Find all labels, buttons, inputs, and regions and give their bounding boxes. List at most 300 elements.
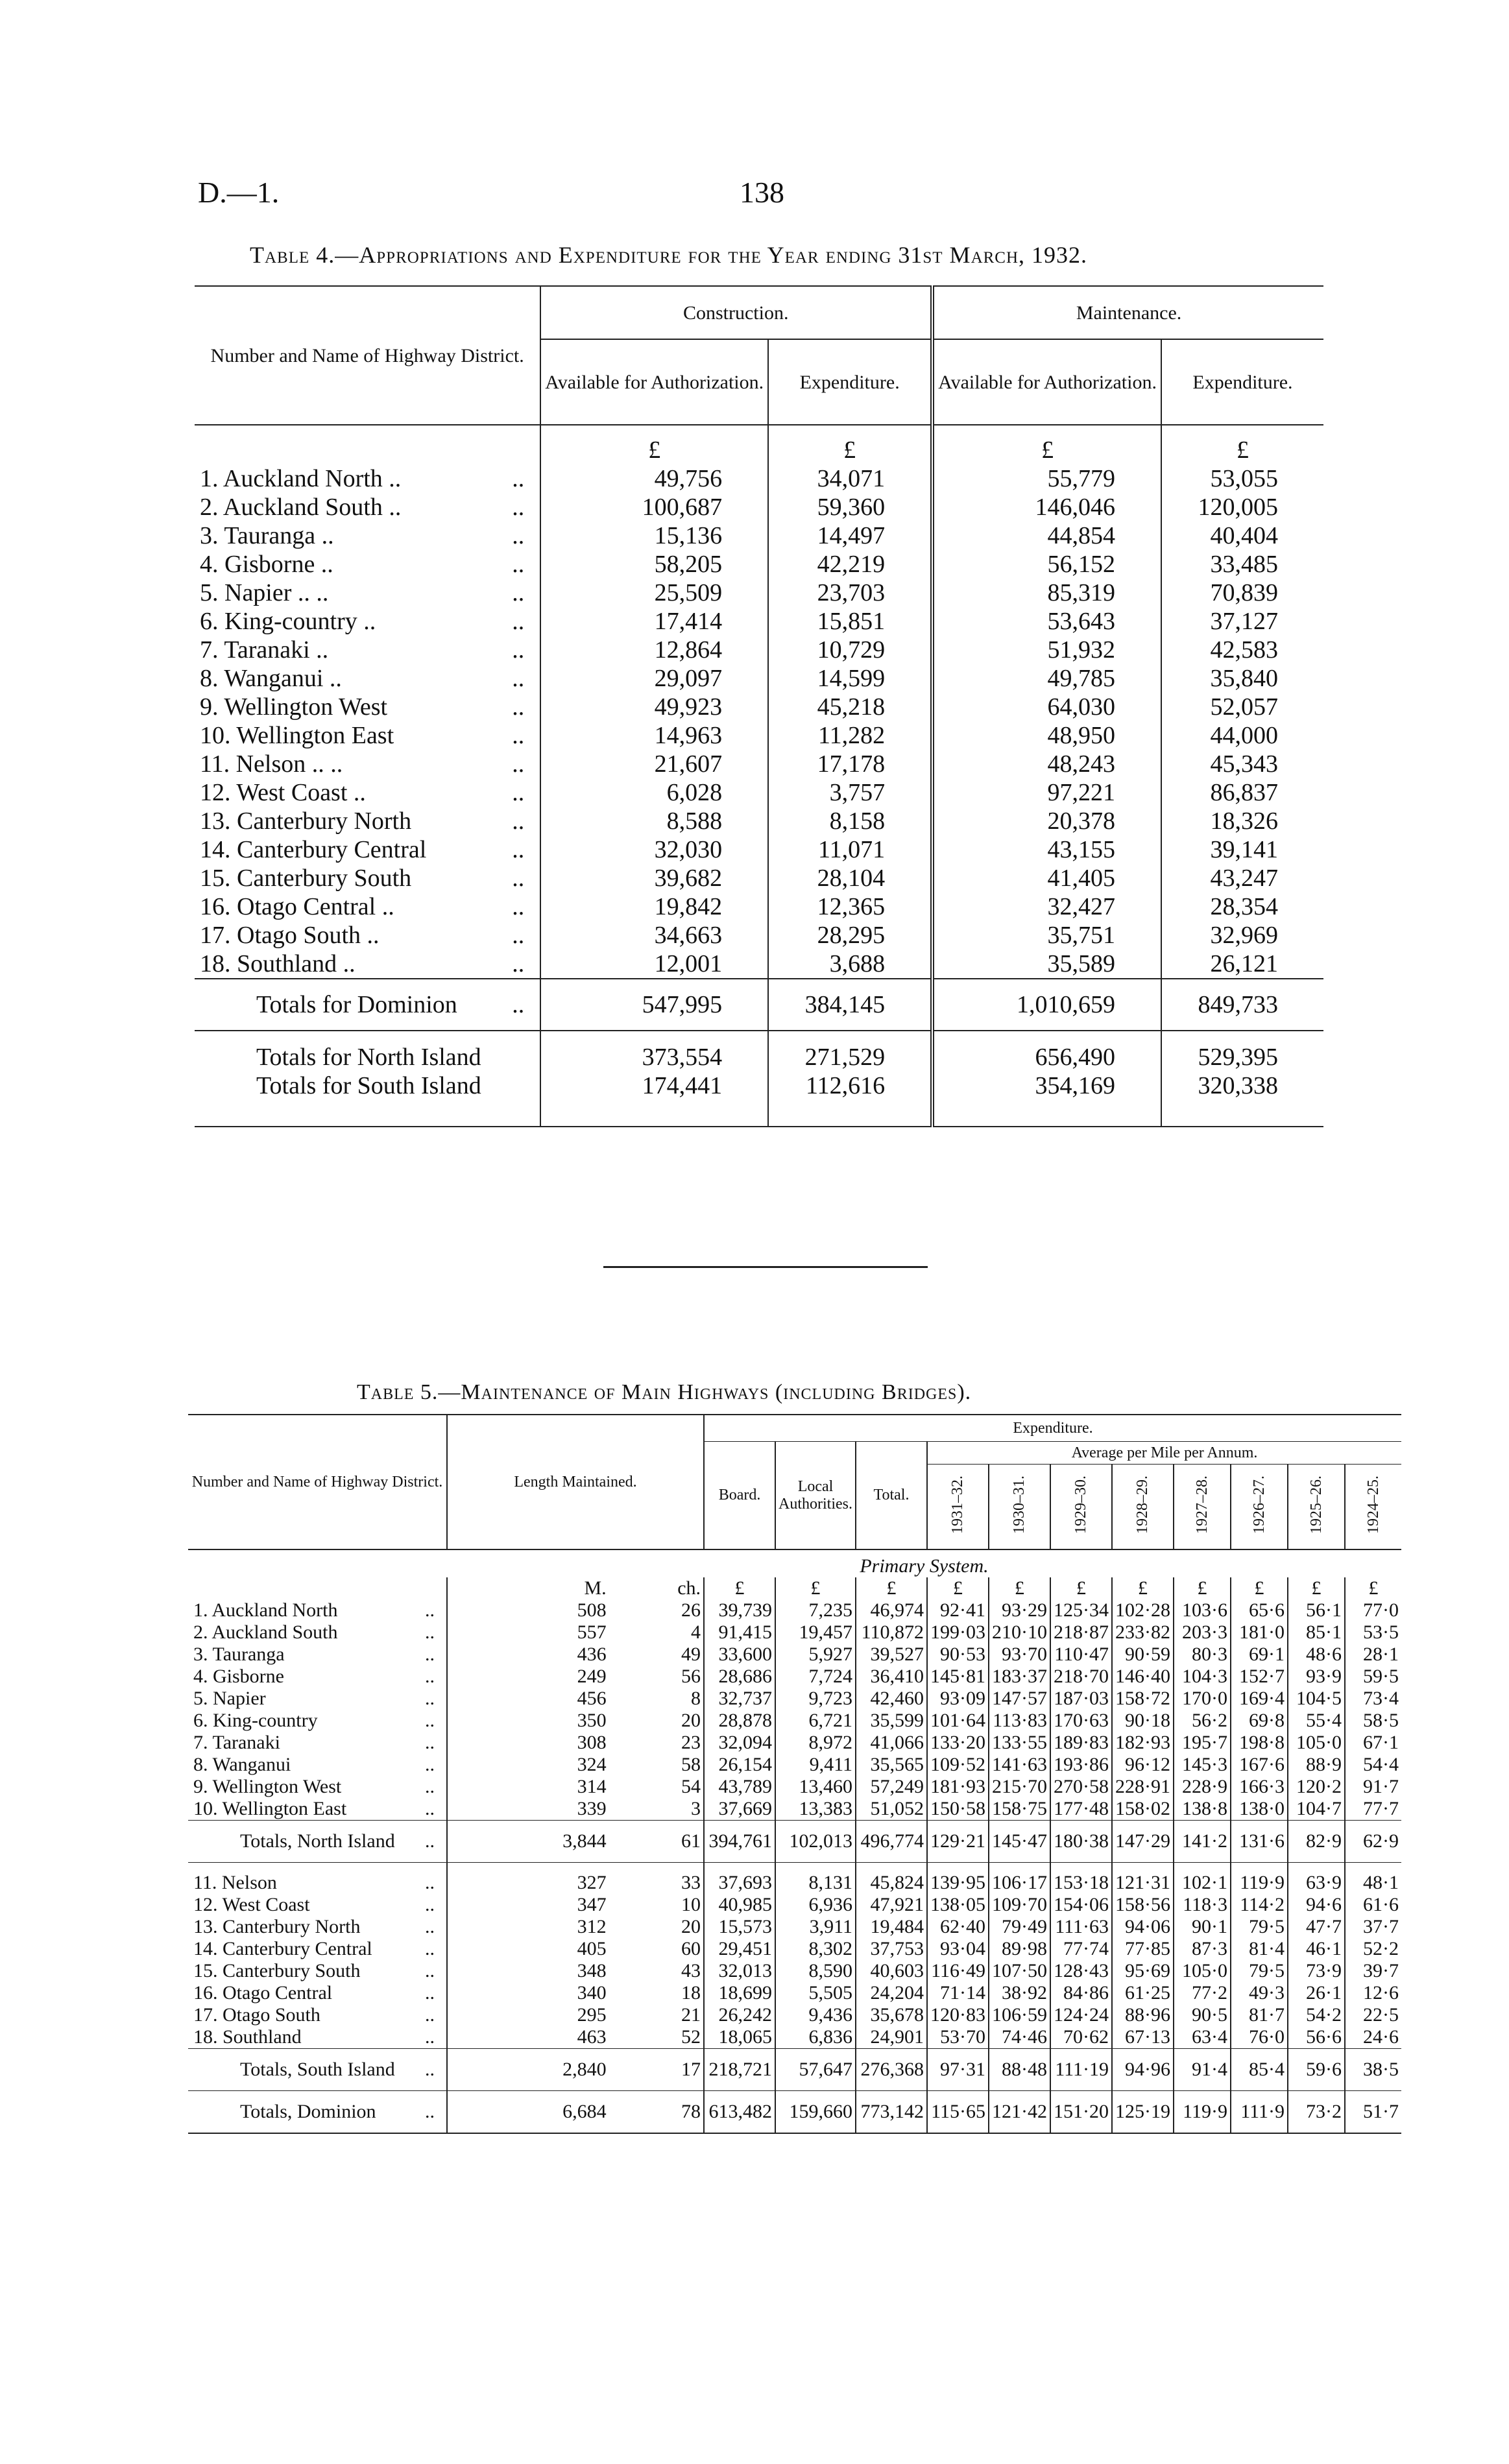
currency-symbol: £ [1174,1577,1231,1599]
district-name [195,778,540,807]
t5-board: 32,737 [718,1688,773,1709]
t5-average: 73·9 [1288,1960,1345,1982]
t5-average: 116·49 [927,1960,989,1982]
leader-dots: .. [512,991,525,1018]
maintenance-expenditure: 86,837 [1161,778,1323,807]
t5-miles: 6,684 [447,2091,609,2134]
t5-average: 90·5 [1174,2004,1231,2026]
t5-average: 101·64 [927,1710,989,1732]
t5-district-name [188,1688,447,1710]
currency-symbol: £ [1231,1577,1288,1599]
construction-available: 19,842 [540,892,768,921]
t5-district-name [188,1960,447,1982]
t5-average: 90·59 [1112,1644,1174,1666]
total-construction-expenditure: 112,616 [768,1071,932,1127]
currency-symbol: £ [932,425,1161,464]
table-row [188,1894,1401,1916]
t5-average: 61·25 [1112,1982,1174,2004]
leader-dots: .. [512,893,525,920]
section-divider [603,1266,928,1268]
t5-district-label: 11. Nelson [193,1872,277,1893]
table-row [188,1599,1401,1621]
construction-expenditure: 15,851 [768,607,932,636]
maintenance-expenditure: 26,121 [1161,950,1323,979]
t5-col-board: Board. [704,1442,775,1550]
t5-average: 180·38 [1050,1821,1112,1863]
t5-average: 54·2 [1288,2004,1345,2026]
t5-miles: 295 [447,2004,609,2026]
district-label: 18. Southland .. [200,950,356,977]
currency-symbol: £ [989,1577,1050,1599]
t5-average: 138·05 [927,1894,989,1916]
t5-average: 102·1 [1174,1863,1231,1895]
table4-col-district: Number and Name of Highway District. [210,344,524,366]
year-label: 1931–32. [949,1475,967,1534]
t5-average: 90·18 [1112,1710,1174,1732]
t5-district-name [188,2091,447,2134]
t5-average: 170·0 [1174,1688,1231,1710]
t5-unit-miles: M. [447,1577,609,1599]
table-row [195,607,1323,636]
district-label: 12. West Coast .. [200,779,366,806]
t5-average: 125·34 [1050,1599,1112,1621]
t5-average: 91·7 [1345,1776,1401,1798]
t5-average: 62·40 [927,1916,989,1938]
t5-average: 151·20 [1050,2091,1112,2134]
t5-board: 26,242 [718,2004,773,2026]
t5-total: 276,368 [856,2049,927,2091]
leader-dots: .. [425,1938,435,1959]
t5-board: 91,415 [718,1621,773,1643]
construction-available: 8,588 [540,807,768,835]
t5-district-name [188,1776,447,1798]
t5-average: 73·2 [1288,2091,1345,2134]
construction-expenditure: 3,757 [768,778,932,807]
construction-expenditure: 12,365 [768,892,932,921]
t5-chains: 17 [609,2049,704,2091]
t5-total: 51,052 [856,1798,927,1821]
t5-average: 125·19 [1112,2091,1174,2134]
t5-average: 94·96 [1112,2049,1174,2091]
maintenance-available: 48,950 [932,721,1161,750]
construction-available: 25,509 [540,579,768,607]
t5-local: 159,660 [775,2091,856,2134]
leader-dots: .. [425,1644,435,1665]
t5-total: 41,066 [856,1732,927,1754]
t5-district-name [188,2049,447,2091]
t5-average: 28·1 [1345,1644,1401,1666]
t5-average: 56·2 [1174,1710,1231,1732]
district-label: 5. Napier .. .. [200,579,329,606]
year-label: 1925–26. [1307,1475,1325,1534]
total-maintenance-available: 656,490 [932,1031,1161,1071]
t5-average: 218·70 [1050,1666,1112,1688]
t5-total: 46,974 [856,1599,927,1621]
maintenance-expenditure: 18,326 [1161,807,1323,835]
t5-average: 63·9 [1288,1863,1345,1895]
t5-average: 81·7 [1231,2004,1288,2026]
t5-average: 54·4 [1345,1754,1401,1776]
t5-district-label: 3. Tauranga [193,1644,285,1665]
year-label: 1928–29. [1134,1475,1152,1534]
district-label: 9. Wellington West [200,693,388,721]
currency-symbol: £ [1112,1577,1174,1599]
table-row [188,1688,1401,1710]
t5-average: 63·4 [1174,2026,1231,2049]
t5-district-label: 18. Southland [193,2026,302,2048]
table5-maintenance [188,1414,1401,2134]
t5-board: 43,789 [718,1776,773,1797]
t5-average: 93·9 [1288,1666,1345,1688]
t5-chains: 10 [609,1894,704,1916]
t5-average: 52·2 [1345,1938,1401,1960]
leader-dots: .. [512,693,525,721]
t5-district-name [188,1599,447,1621]
leader-dots: .. [512,950,525,977]
t5-average: 146·40 [1112,1666,1174,1688]
t5-total: 35,565 [856,1754,927,1776]
t5-average: 80·3 [1174,1644,1231,1666]
t5-average: 79·5 [1231,1960,1288,1982]
district-name [195,892,540,921]
t5-miles: 456 [447,1688,609,1710]
construction-available: 49,756 [540,464,768,493]
t5-chains: 60 [609,1938,704,1960]
t5-average: 158·75 [989,1798,1050,1821]
t5-miles: 327 [447,1863,609,1895]
district-name [195,550,540,579]
t5-average: 111·19 [1050,2049,1112,2091]
maintenance-available: 35,751 [932,921,1161,950]
t5-average: 138·8 [1174,1798,1231,1821]
t5-average: 88·48 [989,2049,1050,2091]
t5-local: 7,235 [775,1599,856,1621]
maintenance-available: 51,932 [932,636,1161,664]
t5-average: 55·4 [1288,1710,1345,1732]
t5-board: 28,686 [718,1666,773,1687]
maintenance-expenditure: 53,055 [1161,464,1323,493]
total-maintenance-expenditure: 320,338 [1161,1071,1323,1127]
t5-miles: 249 [447,1666,609,1688]
leader-dots: .. [512,636,525,664]
t5-average: 105·0 [1174,1960,1231,1982]
construction-available: 12,001 [540,950,768,979]
t5-average: 170·63 [1050,1710,1112,1732]
t5-district-label: 6. King-country [193,1710,318,1731]
construction-expenditure: 17,178 [768,750,932,778]
table-row [188,1916,1401,1938]
t5-col-year [1050,1465,1112,1550]
t5-average: 133·55 [989,1732,1050,1754]
maintenance-expenditure: 43,247 [1161,864,1323,892]
t5-average: 104·7 [1288,1798,1345,1821]
construction-expenditure: 28,295 [768,921,932,950]
t5-average: 77·85 [1112,1938,1174,1960]
t5-miles: 2,840 [447,2049,609,2091]
total-maintenance-available: 354,169 [932,1071,1161,1127]
table-row [188,1863,1401,1895]
t5-chains: 56 [609,1666,704,1688]
currency-symbol: £ [927,1577,989,1599]
leader-dots: .. [512,551,525,578]
t5-col-total: Total. [856,1442,927,1550]
t5-average: 110·47 [1050,1644,1112,1666]
t5-average: 91·4 [1174,2049,1231,2091]
maintenance-expenditure: 35,840 [1161,664,1323,693]
t5-average: 81·4 [1231,1938,1288,1960]
t5-local: 19,457 [775,1621,856,1644]
t5-miles: 350 [447,1710,609,1732]
construction-expenditure: 23,703 [768,579,932,607]
t5-local: 9,436 [775,2004,856,2026]
leader-dots: .. [425,1798,435,1819]
t5-total: 35,599 [856,1710,927,1732]
t5-average: 203·3 [1174,1621,1231,1644]
t5-average: 48·1 [1345,1863,1401,1895]
table-row [195,921,1323,950]
t5-district-name [188,1621,447,1644]
t5-average: 51·7 [1345,2091,1401,2134]
t5-average: 187·03 [1050,1688,1112,1710]
t5-local: 6,836 [775,2026,856,2049]
t5-average: 169·4 [1231,1688,1288,1710]
t5-average: 93·70 [989,1644,1050,1666]
t5-average: 104·3 [1174,1666,1231,1688]
maintenance-available: 64,030 [932,693,1161,721]
table-row [195,579,1323,607]
t5-average: 131·6 [1231,1821,1288,1863]
construction-available: 58,205 [540,550,768,579]
table-row [195,892,1323,921]
table-row [195,550,1323,579]
t5-miles: 324 [447,1754,609,1776]
district-name [195,750,540,778]
t5-total: 42,460 [856,1688,927,1710]
currency-symbol: £ [1288,1577,1345,1599]
currency-symbol: £ [1345,1577,1401,1599]
t5-average: 150·58 [927,1798,989,1821]
t5-average: 67·13 [1112,2026,1174,2049]
construction-expenditure: 11,282 [768,721,932,750]
t5-chains: 3 [609,1798,704,1821]
district-label: 6. King-country .. [200,608,376,635]
maintenance-expenditure: 42,583 [1161,636,1323,664]
t5-average: 215·70 [989,1776,1050,1798]
t5-local: 8,302 [775,1938,856,1960]
leader-dots: .. [425,2026,435,2048]
t5-average: 53·70 [927,2026,989,2049]
t5-district-name [188,1754,447,1776]
t5-average: 85·1 [1288,1621,1345,1644]
maintenance-available: 48,243 [932,750,1161,778]
t5-average: 106·17 [989,1863,1050,1895]
table-row [188,1938,1401,1960]
t5-chains: 20 [609,1710,704,1732]
total-construction-expenditure: 384,145 [768,979,932,1031]
t5-average: 158·56 [1112,1894,1174,1916]
table4-blank [195,425,540,464]
t5-average: 183·37 [989,1666,1050,1688]
t5-district-name [188,1666,447,1688]
t5-col-local: Local Authorities. [775,1442,856,1550]
district-label: 10. Wellington East [200,722,394,749]
t5-average: 111·63 [1050,1916,1112,1938]
district-name [195,636,540,664]
t5-average: 106·59 [989,2004,1050,2026]
construction-expenditure: 14,497 [768,521,932,550]
total-construction-available: 373,554 [540,1031,768,1071]
year-label: 1930–31. [1011,1475,1028,1534]
maintenance-expenditure: 70,839 [1161,579,1323,607]
t5-chains: 8 [609,1688,704,1710]
t5-average: 139·95 [927,1863,989,1895]
t5-average: 56·6 [1288,2026,1345,2049]
t5-col-expenditure: Expenditure. [704,1415,1401,1442]
t5-board: 26,154 [718,1754,773,1775]
totals-row [195,979,1323,1031]
t5-average: 105·0 [1288,1732,1345,1754]
t5-chains: 61 [609,1821,704,1863]
t5-average: 82·9 [1288,1821,1345,1863]
t5-district-label: 8. Wanganui [193,1754,291,1775]
leader-dots: .. [512,750,525,778]
t5-average: 270·58 [1050,1776,1112,1798]
t5-district-name [188,1982,447,2004]
t5-local: 13,383 [775,1798,856,1821]
table-row [195,521,1323,550]
table-row [188,1776,1401,1798]
t5-average: 61·6 [1345,1894,1401,1916]
t5-average: 119·9 [1231,1863,1288,1895]
t5-district-label: 13. Canterbury North [193,1916,361,1937]
t5-local: 9,411 [775,1754,856,1776]
leader-dots: .. [512,779,525,806]
leader-dots: .. [425,1732,435,1753]
maintenance-expenditure: 39,141 [1161,835,1323,864]
t5-average: 65·6 [1231,1599,1288,1621]
totals-row [195,1071,1323,1127]
construction-expenditure: 8,158 [768,807,932,835]
t5-chains: 23 [609,1732,704,1754]
t5-board: 18,065 [718,2026,773,2048]
construction-expenditure: 11,071 [768,835,932,864]
t5-average: 118·3 [1174,1894,1231,1916]
table-row [195,693,1323,721]
t5-average: 48·6 [1288,1644,1345,1666]
leader-dots: .. [512,836,525,863]
t5-average: 70·62 [1050,2026,1112,2049]
t5-average: 121·42 [989,2091,1050,2134]
t5-miles: 339 [447,1798,609,1821]
t5-average: 145·47 [989,1821,1050,1863]
construction-expenditure: 10,729 [768,636,932,664]
t5-local: 8,590 [775,1960,856,1982]
leader-dots: .. [425,1872,435,1893]
maintenance-expenditure: 32,969 [1161,921,1323,950]
t5-district-label: 12. West Coast [193,1894,310,1915]
t5-district-name [188,1798,447,1821]
t5-average: 76·0 [1231,2026,1288,2049]
t5-miles: 340 [447,1982,609,2004]
t5-board: 613,482 [708,2101,773,2122]
t5-district-label: 17. Otago South [193,2004,320,2026]
t5-average: 88·9 [1288,1754,1345,1776]
table4-group-maintenance: Maintenance. [932,286,1323,339]
t5-district-label: 7. Taranaki [193,1732,280,1753]
leader-dots: .. [425,1666,435,1687]
t5-average: 26·1 [1288,1982,1345,2004]
t5-average: 67·1 [1345,1732,1401,1754]
leader-dots: .. [425,1894,435,1915]
table4-caption: Table 4.—Appropriations and Expenditure for the Year ending 31st March, 1932. [250,242,1088,268]
table-row [195,807,1323,835]
currency-symbol: £ [768,425,932,464]
table-row [188,2026,1401,2049]
t5-local: 102,013 [775,1821,856,1863]
construction-expenditure: 59,360 [768,493,932,521]
t5-average: 62·9 [1345,1821,1401,1863]
t5-average: 189·83 [1050,1732,1112,1754]
t5-average: 114·2 [1231,1894,1288,1916]
totals-label [195,1031,540,1071]
t5-total: 36,410 [856,1666,927,1688]
totals-name: Totals for North Island [256,1044,481,1071]
maintenance-available: 35,589 [932,950,1161,979]
t5-total: 39,527 [856,1644,927,1666]
table4-col-m-avail: Available for Authorization. [932,339,1161,425]
table-row [195,464,1323,493]
maintenance-expenditure: 44,000 [1161,721,1323,750]
maintenance-available: 20,378 [932,807,1161,835]
maintenance-available: 32,427 [932,892,1161,921]
t5-average: 79·49 [989,1916,1050,1938]
t5-average: 109·52 [927,1754,989,1776]
leader-dots: .. [512,865,525,892]
district-name [195,835,540,864]
t5-board: 32,013 [718,1960,773,1981]
t5-miles: 348 [447,1960,609,1982]
t5-average: 111·9 [1231,2091,1288,2134]
t5-district-name [188,1644,447,1666]
construction-available: 34,663 [540,921,768,950]
t5-average: 93·09 [927,1688,989,1710]
maintenance-expenditure: 33,485 [1161,550,1323,579]
t5-average: 89·98 [989,1938,1050,1960]
t5-average: 59·5 [1345,1666,1401,1688]
t5-board: 18,699 [718,1982,773,2003]
t5-col-year [927,1465,989,1550]
t5-average: 96·12 [1112,1754,1174,1776]
totals-row [195,1031,1323,1071]
table4-group-construction: Construction. [540,286,932,339]
t5-average: 233·82 [1112,1621,1174,1644]
t5-district-label: Totals, South Island [240,2059,395,2080]
district-name [195,921,540,950]
currency-symbol: £ [734,1577,745,1599]
t5-district-label: 10. Wellington East [193,1798,347,1819]
t5-local: 3,911 [775,1916,856,1938]
t5-average: 77·0 [1345,1599,1401,1621]
t5-average: 119·9 [1174,2091,1231,2134]
t5-average: 138·0 [1231,1798,1288,1821]
t5-col-year [1174,1465,1231,1550]
t5-col-year [1288,1465,1345,1550]
t5-average: 107·50 [989,1960,1050,1982]
currency-symbol: £ [1050,1577,1112,1599]
table-row [195,636,1323,664]
t5-average: 145·3 [1174,1754,1231,1776]
leader-dots: .. [425,1960,435,1981]
